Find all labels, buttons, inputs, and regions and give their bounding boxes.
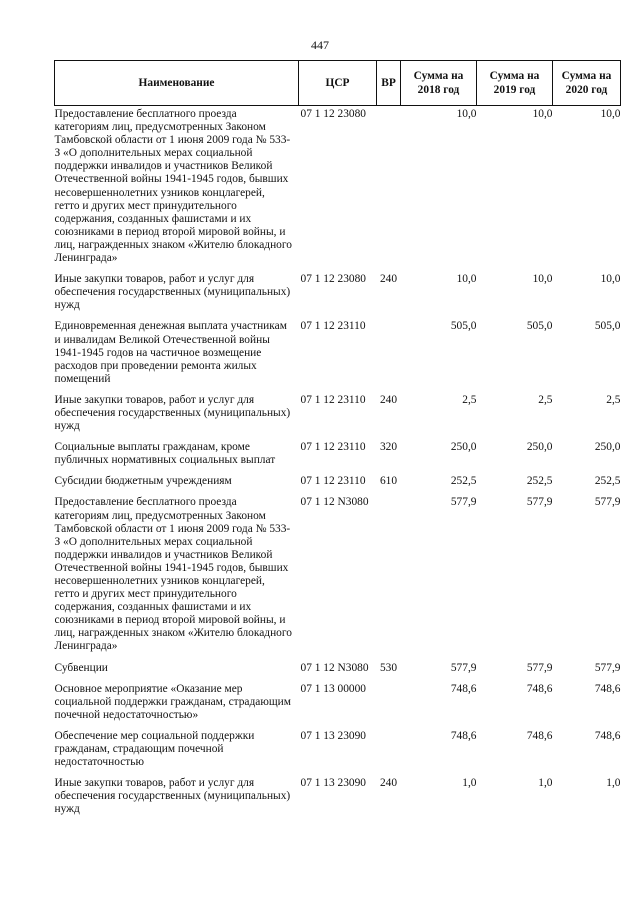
row-sum-2018: 250,0	[450, 441, 477, 454]
row-sum-2020: 577,9	[594, 661, 621, 674]
header-csr: ЦСР	[299, 61, 377, 106]
table-row	[55, 683, 621, 730]
row-sum-2019: 748,6	[526, 729, 553, 742]
row-sum-2018: 1,0	[462, 777, 477, 790]
row-csr: 07 1 12 N3080	[300, 661, 369, 674]
row-sum-2018: 577,9	[450, 496, 477, 509]
row-sum-2019: 10,0	[532, 108, 553, 120]
budget-table	[54, 60, 621, 825]
row-vr: 240	[379, 393, 398, 406]
row-name: Предоставление бесплатного проезда категориям лиц, предусмотренных Законом Тамбовской области от 1 июня 2009 года № 533-З «О дополнительных мерах социальной поддержки инвалидов и участников Великой Отечественной войны 1941-1945 годов, бывших несовершеннолетних узников концлагерей, гетто и других мест принудительного содержания, созданных фашистами и их союзниками в период второй мировой войны, и лиц, награжденных знаком «Жителю блокадного Ленинграда»	[54, 108, 292, 265]
row-csr: 07 1 12 N3080	[300, 496, 369, 509]
row-csr: 07 1 13 23090	[300, 729, 366, 742]
header-name: Наименование	[55, 61, 299, 106]
row-vr: 320	[379, 441, 398, 454]
row-sum-2018: 748,6	[450, 682, 477, 695]
row-sum-2019: 748,6	[526, 682, 553, 695]
row-sum-2020: 748,6	[594, 682, 621, 695]
row-vr	[377, 496, 401, 661]
row-csr: 07 1 12 23080	[300, 273, 366, 286]
row-sum-2018: 252,5	[450, 475, 477, 488]
row-name: Субвенции	[54, 661, 108, 674]
row-sum-2019: 10,0	[532, 273, 553, 286]
row-name: Обеспечение мер социальной поддержки гражданам, страдающим почечной недостаточностью	[54, 729, 255, 769]
row-sum-2019: 505,0	[526, 320, 553, 333]
row-sum-2019: 250,0	[526, 441, 553, 454]
row-sum-2018: 748,6	[450, 729, 477, 742]
row-csr: 07 1 12 23110	[300, 320, 366, 333]
row-csr: 07 1 12 23110	[300, 475, 366, 488]
row-vr	[377, 730, 401, 777]
row-name: Иные закупки товаров, работ и услуг для обеспечения государственных (муниципальных) нужд	[54, 393, 291, 433]
table-row	[55, 320, 621, 393]
row-vr: 240	[379, 777, 398, 790]
row-sum-2018: 10,0	[456, 273, 477, 286]
row-sum-2020: 577,9	[594, 496, 621, 509]
row-vr	[377, 683, 401, 730]
row-vr: 530	[379, 661, 398, 674]
table-row	[55, 273, 621, 320]
row-sum-2019: 577,9	[526, 496, 553, 509]
table-row	[55, 730, 621, 777]
row-vr	[377, 106, 401, 274]
row-sum-2020: 748,6	[594, 729, 621, 742]
table-row	[55, 777, 621, 824]
row-sum-2018: 10,0	[456, 108, 477, 120]
page-number: 447	[311, 38, 329, 52]
header-sum-2018: Сумма на 2018 год	[401, 61, 477, 106]
row-sum-2020: 2,5	[606, 393, 621, 406]
table-row	[55, 441, 621, 475]
table-row	[55, 106, 621, 274]
row-sum-2020: 250,0	[594, 441, 621, 454]
row-csr: 07 1 12 23110	[300, 393, 366, 406]
row-sum-2019: 1,0	[538, 777, 553, 790]
row-sum-2020: 252,5	[594, 475, 621, 488]
row-sum-2019: 577,9	[526, 661, 553, 674]
row-name: Субсидии бюджетным учреждениям	[54, 475, 232, 488]
row-sum-2019: 2,5	[538, 393, 553, 406]
row-sum-2018: 577,9	[450, 661, 477, 674]
row-name: Иные закупки товаров, работ и услуг для обеспечения государственных (муниципальных) нужд	[54, 273, 291, 312]
row-csr: 07 1 12 23110	[300, 441, 366, 454]
row-name: Основное мероприятие «Оказание мер социальной поддержки гражданам, страдающим почечной недостаточностью»	[54, 682, 291, 721]
row-sum-2020: 10,0	[600, 108, 621, 120]
header-sum-2019: Сумма на 2019 год	[477, 61, 553, 106]
row-sum-2020: 1,0	[606, 777, 621, 790]
row-vr	[377, 320, 401, 393]
row-sum-2020: 10,0	[600, 273, 621, 286]
table-row	[55, 475, 621, 496]
row-name: Социальные выплаты гражданам, кроме публичных нормативных социальных выплат	[54, 441, 276, 467]
table-header	[55, 61, 621, 106]
table-row	[55, 496, 621, 661]
row-sum-2018: 505,0	[450, 320, 477, 333]
table-row	[55, 394, 621, 441]
table-row	[55, 662, 621, 683]
header-vr: ВР	[377, 61, 401, 106]
header-sum-2020: Сумма на 2020 год	[553, 61, 621, 106]
row-vr: 610	[379, 475, 398, 488]
row-name: Иные закупки товаров, работ и услуг для обеспечения государственных (муниципальных) нужд	[54, 777, 291, 816]
row-sum-2018: 2,5	[462, 393, 477, 406]
row-name: Единовременная денежная выплата участникам и инвалидам Великой Отечественной войны 1941-1945 годов на частичное возмещение расходов при проведении ремонта жилых помещений	[54, 320, 287, 385]
row-name: Предоставление бесплатного проезда категориям лиц, предусмотренных Законом Тамбовской области от 1 июня 2009 года № 533-З «О дополнительных мерах социальной поддержки инвалидов и участников Великой Отечественной войны 1941-1945 годов, бывших несовершеннолетних узников концлагерей, гетто и других мест принудительного содержания, созданных фашистами и их союзниками в период второй мировой войны, и лиц, награжденных знаком «Жителю блокадного Ленинграда»	[54, 496, 292, 653]
row-csr: 07 1 12 23080	[300, 108, 366, 120]
row-vr: 240	[379, 273, 398, 286]
row-sum-2020: 505,0	[594, 320, 621, 333]
row-csr: 07 1 13 23090	[300, 777, 366, 790]
row-csr: 07 1 13 00000	[300, 682, 366, 695]
row-sum-2019: 252,5	[526, 475, 553, 488]
